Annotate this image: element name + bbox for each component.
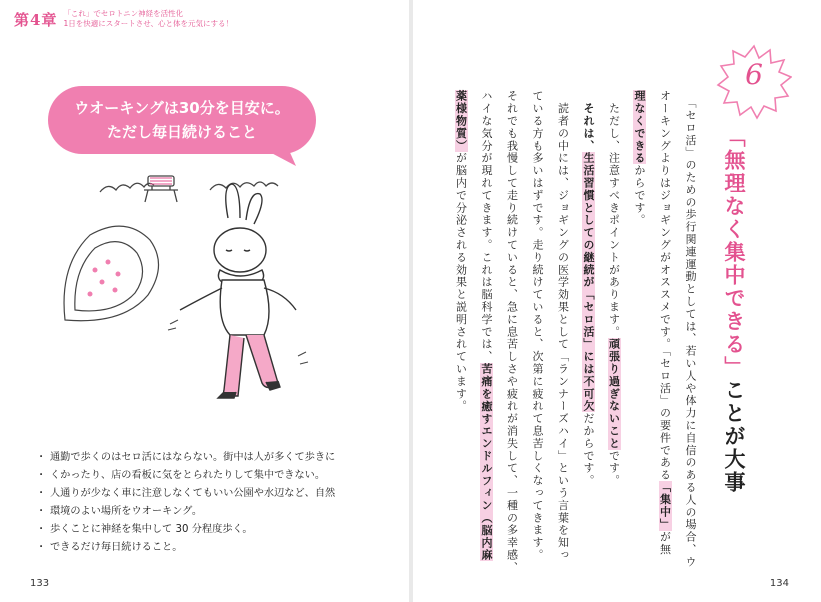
text-column <box>481 90 492 561</box>
headline-rest: ことが大事 <box>722 379 746 494</box>
speech-bubble <box>48 86 316 154</box>
bubble-line-1: ウオーキングは30分を目安に。 <box>74 99 290 117</box>
right-page <box>413 0 821 602</box>
text-column <box>558 90 569 561</box>
list-item: ・ 通勤で歩くのはセロ活にはならない。街中は人が多くて歩きに <box>38 449 368 467</box>
hedge-right <box>210 182 278 190</box>
text-span: それでも我慢して走り続けていると、急に息苦しさや疲れが消失して、一種の多幸感、 <box>505 90 519 574</box>
page-number-right: 134 <box>769 578 789 589</box>
bench-icon <box>144 176 178 202</box>
text-span: が脳内で分泌される効果と説明されています。 <box>454 152 468 413</box>
rabbit-walking-illustration <box>60 170 360 420</box>
section-number: 6 <box>745 58 763 91</box>
chapter-subtitle-2: 1日を快適にスタートさせ、心と体を元気にする！ <box>63 19 233 28</box>
text-span: ている方も多いはずです。走り続けていると、次第に疲れて息苦しくなってきます。 <box>531 90 544 562</box>
text-column <box>583 90 594 487</box>
section-headline <box>722 126 746 494</box>
text-column <box>456 90 467 412</box>
text-column <box>532 90 543 561</box>
text-span: ハイな気分が現れてきます。これは脳科学では、 <box>480 90 493 363</box>
list-item: ・ 歩くことに神経を集中して 30 分程度歩く。 <box>38 521 368 539</box>
text-span: だからです。 <box>582 412 595 487</box>
text-column <box>685 90 696 568</box>
hedge-left <box>100 183 154 192</box>
chapter-subtitle-1: 「これ」でセロトニン神経を活性化 <box>63 9 184 18</box>
bubble-line-2: ただし毎日続けること <box>106 123 257 141</box>
text-span: です。 <box>607 449 621 487</box>
page-number-left: 133 <box>30 578 50 589</box>
highlighted-text: 薬様物質） <box>454 90 468 152</box>
text-column <box>507 90 518 574</box>
highlighted-text: 苦痛を癒すエンドルフィン（脳内麻 <box>480 362 493 562</box>
text-span: からです。 <box>633 164 646 227</box>
left-page <box>0 0 409 602</box>
chapter-number: 第4章 <box>14 11 58 29</box>
highlighted-text: 生活習慣としての継続が「セロ活」には不可欠 <box>582 152 595 413</box>
chapter-label <box>14 9 233 30</box>
list-item: ・ できるだけ毎日続けること。 <box>38 539 368 557</box>
list-item: ・ くかったり、店の看板に気をとられたりして集中できない。 <box>38 467 368 485</box>
highlighted-text: 頑張り過ぎないこと <box>607 338 621 450</box>
text-span: 「セロ活」のための歩行関連運動としては、若い人や体力に自信のある人の場合、ウ <box>684 90 697 569</box>
bubble-tail <box>262 148 302 168</box>
text-column <box>634 90 645 226</box>
highlighted-text: 「集中」 <box>658 481 672 531</box>
headline-highlight: 「無理なく集中できる」 <box>722 126 746 379</box>
text-column <box>660 90 671 556</box>
text-span: それは、 <box>582 102 595 153</box>
list-item: ・ 人通りが少なく車に注意しなくてもいい公園や水辺など、自然 <box>38 485 368 503</box>
rabbit-icon <box>180 184 296 398</box>
highlighted-text: 理なくできる <box>633 90 646 165</box>
text-span: 読者の中には、ジョギングの医学効果として「ランナーズハイ」という言葉を知っ <box>556 90 570 562</box>
text-span: ただし、注意すべきポイントがあります。 <box>607 90 621 338</box>
tips-list <box>38 449 368 557</box>
flower-bed <box>64 226 158 321</box>
chapter-subtitle <box>63 9 233 29</box>
text-span <box>582 90 595 102</box>
text-span: が無 <box>658 530 672 556</box>
text-span: オーキングよりはジョギングがオススメです。「セロ活」の要件である <box>658 90 672 482</box>
list-item: ・ 環境のよい場所をウオーキング。 <box>38 503 368 521</box>
text-column <box>609 90 620 487</box>
